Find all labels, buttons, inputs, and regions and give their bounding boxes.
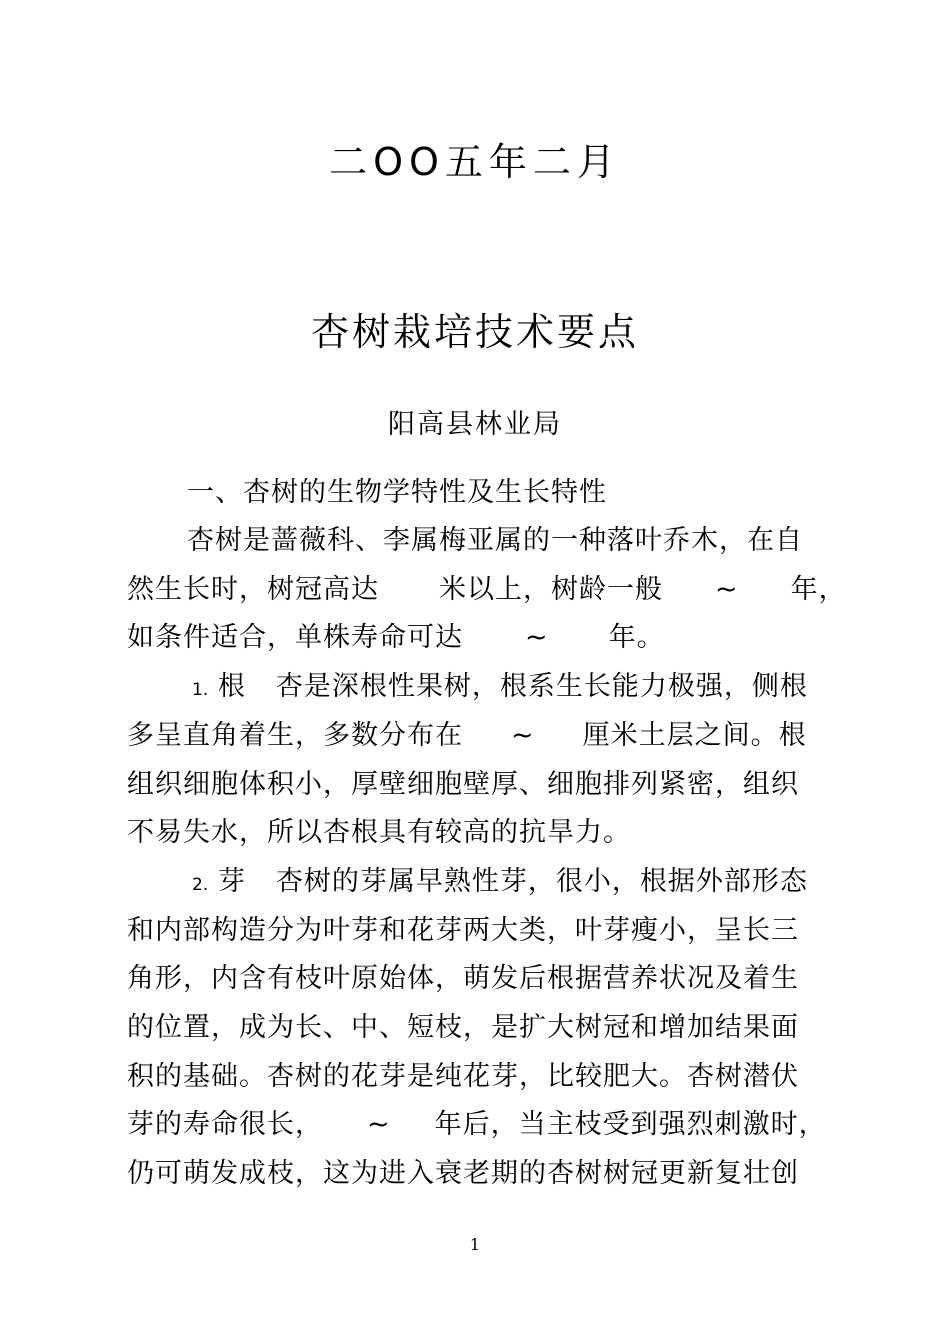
item-heading: 根 (217, 671, 246, 702)
root-text: ~ (511, 720, 535, 751)
intro-text: 然生长时，树冠高达 (127, 574, 379, 605)
root-text: 厘米土层之间。根 (582, 720, 807, 751)
item-number: 2. (192, 875, 209, 895)
intro-line-1: 杏树是蔷薇科、李属梅亚属的一种落叶乔木，在自 (187, 525, 803, 556)
intro-text: ~ (525, 622, 549, 653)
root-line-3: 组织细胞体积小，厚壁细胞壁厚、细胞排列紧密，组织 (127, 769, 799, 800)
intro-text: ~ (715, 574, 739, 605)
root-line-4: 不易失水，所以杏根具有较高的抗旱力。 (127, 817, 631, 848)
root-line-1 (192, 670, 808, 707)
item-number: 1. (192, 680, 209, 700)
intro-text: 如条件适合，单株寿命可达 (127, 622, 463, 653)
bud-line-7: 仍可萌发成枝，这为进入衰老期的杏树树冠更新复壮创 (127, 1158, 799, 1189)
root-text: 多呈直角着生，多数分布在 (127, 720, 463, 751)
item-heading: 芽 (217, 866, 246, 897)
intro-text: 年。 (608, 622, 665, 653)
section-heading: 一、杏树的生物学特性及生长特性 (187, 477, 607, 508)
document-title: 杏树栽培技术要点 (310, 310, 639, 354)
intro-line-2 (127, 573, 847, 607)
intro-line-3 (127, 621, 665, 655)
document-date: 二OO五年二月 (329, 140, 621, 184)
bud-line-4: 的位置，成为长、中、短枝，是扩大树冠和增加结果面 (127, 1012, 799, 1043)
bud-text: ~ (367, 1109, 391, 1140)
organization-name: 阳高县林业局 (388, 409, 562, 440)
bud-line-6 (127, 1108, 827, 1142)
intro-text: 米以上，树龄一般 (439, 574, 663, 605)
bud-text: 杏树的芽属早熟性芽，很小，根据外部形态 (275, 866, 808, 897)
bud-line-3: 角形，内含有枝叶原始体，萌发后根据营养状况及着生 (127, 963, 799, 994)
bud-text: 年后，当主枝受到强烈刺激时， (434, 1109, 827, 1140)
bud-line-5: 积的基础。杏树的花芽是纯花芽，比较肥大。杏树潜伏 (127, 1061, 799, 1092)
root-line-2 (127, 719, 807, 753)
page-number: 1 (469, 1235, 481, 1254)
bud-text: 芽的寿命很长， (127, 1109, 323, 1140)
bud-line-2: 和内部构造分为叶芽和花芽两大类，叶芽瘦小，呈长三 (127, 915, 799, 946)
root-text: 杏是深根性果树，根系生长能力极强，侧根 (275, 671, 808, 702)
intro-text: 年， (790, 574, 847, 605)
bud-line-1 (192, 865, 808, 902)
